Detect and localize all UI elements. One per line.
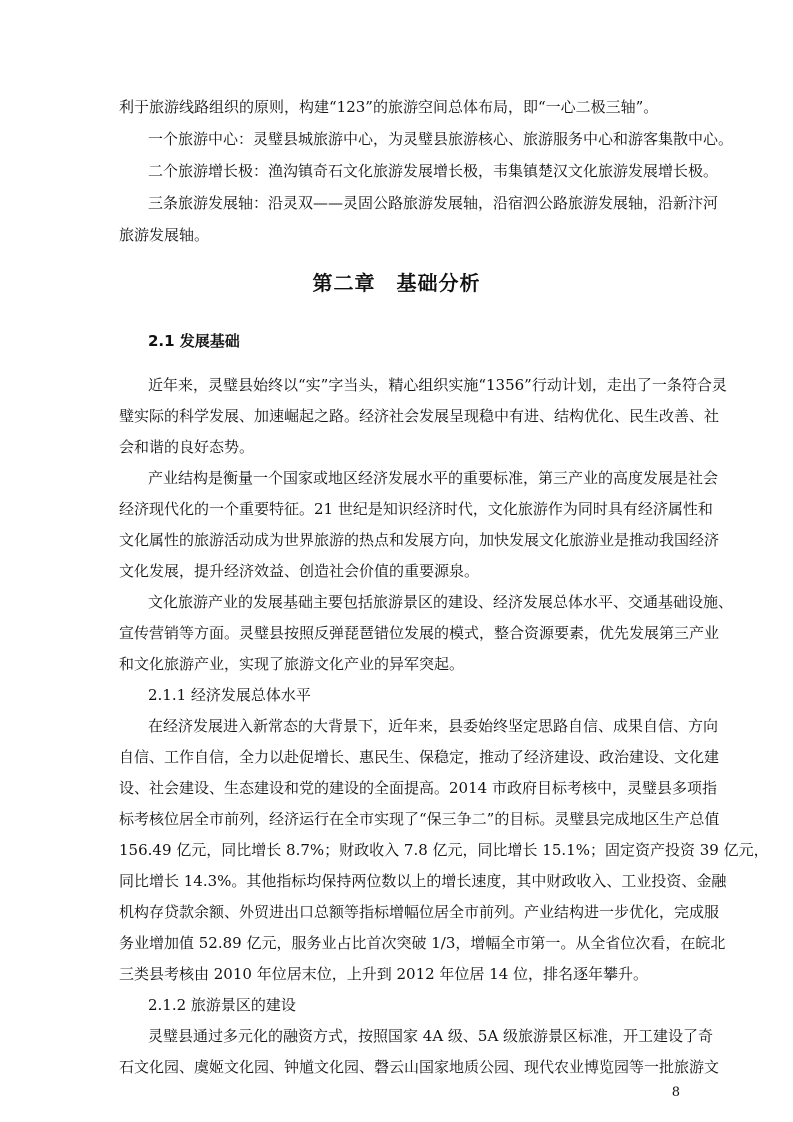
paragraph-line: 三类县考核由 2010 年位居末位，上升到 2012 年位居 14 位，排名逐年攀升。	[119, 965, 649, 983]
paragraph-line: 一个旅游中心：灵璧县城旅游中心，为灵璧县旅游核心、旅游服务中心和游客集散中心。	[148, 130, 734, 148]
paragraph-line: 会和谐的良好态势。	[119, 438, 255, 456]
paragraph-line: 设、社会建设、生态建设和党的建设的全面提高。2014 市政府目标考核中，灵璧县多项指	[119, 779, 717, 797]
paragraph-line: 二个旅游增长极：渔沟镇奇石文化旅游发展增长极，韦集镇楚汉文化旅游发展增长极。	[148, 162, 719, 180]
paragraph-line: 机构存贷款余额、外贸进出口总额等指标增幅位居全市前列。产业结构进一步优化，完成服	[119, 903, 720, 921]
paragraph-line: 文化属性的旅游活动成为世界旅游的热点和发展方向，加快发展文化旅游业是推动我国经济	[119, 531, 720, 549]
section-heading: 2.1 发展基础	[148, 332, 240, 350]
paragraph-line: 璧实际的科学发展、加速崛起之路。经济社会发展呈现稳中有进、结构优化、民生改善、社	[119, 407, 720, 425]
paragraph-line: 旅游发展轴。	[119, 226, 210, 244]
paragraph-line: 经济现代化的一个重要特征。21 世纪是知识经济时代，文化旅游作为同时具有经济属性和	[119, 500, 713, 518]
paragraph-line: 自信、工作自信，全力以赴促增长、惠民生、保稳定，推动了经济建设、政治建设、文化建	[119, 748, 720, 766]
paragraph-line: 三条旅游发展轴：沿灵双——灵固公路旅游发展轴，沿宿泗公路旅游发展轴，沿新汴河	[148, 194, 719, 212]
paragraph-line: 文化旅游产业的发展基础主要包括旅游景区的建设、经济发展总体水平、交通基础设施、	[148, 593, 734, 611]
paragraph-line: 灵璧县通过多元化的融资方式，按照国家 4A 级、5A 级旅游景区标准，开工建设了奇	[148, 1027, 714, 1045]
subsection-heading: 2.1.1 经济发展总体水平	[148, 686, 311, 704]
paragraph-line: 同比增长 14.3%。其他指标均保持两位数以上的增长速度，其中财政收入、工业投资、金融	[119, 872, 727, 890]
paragraph-line: 利于旅游线路组织的原则，构建“123”的旅游空间总体布局，即“一心二极三轴”。	[119, 98, 659, 116]
paragraph-line: 产业结构是衡量一个国家或地区经济发展水平的重要标准，第三产业的高度发展是社会	[148, 469, 719, 487]
paragraph-line: 宣传营销等方面。灵璧县按照反弹琵琶错位发展的模式，整合资源要素，优先发展第三产业	[119, 624, 720, 642]
paragraph-line: 石文化园、虞姬文化园、钟馗文化园、磬云山国家地质公园、现代农业博览园等一批旅游文	[119, 1058, 720, 1076]
subsection-heading: 2.1.2 旅游景区的建设	[148, 996, 296, 1014]
paragraph-line: 文化发展，提升经济效益、创造社会价值的重要源泉。	[119, 562, 480, 580]
paragraph-line: 156.49 亿元，同比增长 8.7%；财政收入 7.8 亿元，同比增长 15.1%；固定资产投资 39 亿元，	[119, 841, 769, 859]
paragraph-line: 和文化旅游产业，实现了旅游文化产业的异军突起。	[119, 655, 465, 673]
paragraph-line: 在经济发展进入新常态的大背景下，近年来，县委始终坚定思路自信、成果自信、方向	[148, 717, 719, 735]
paragraph-line: 近年来，灵璧县始终以“实”字当头，精心组织实施“1356”行动计划，走出了一条符合灵	[148, 376, 727, 394]
paragraph-line: 务业增加值 52.89 亿元，服务业占比首次突破 1/3，增幅全市第一。从全省位次看，在皖北	[119, 934, 726, 952]
paragraph-line: 标考核位居全市前列，经济运行在全市实现了“保三争二”的目标。灵璧县完成地区生产总值	[119, 810, 720, 828]
chapter-title: 第二章 基础分析	[312, 271, 481, 295]
page-number: 8	[671, 1085, 680, 1100]
